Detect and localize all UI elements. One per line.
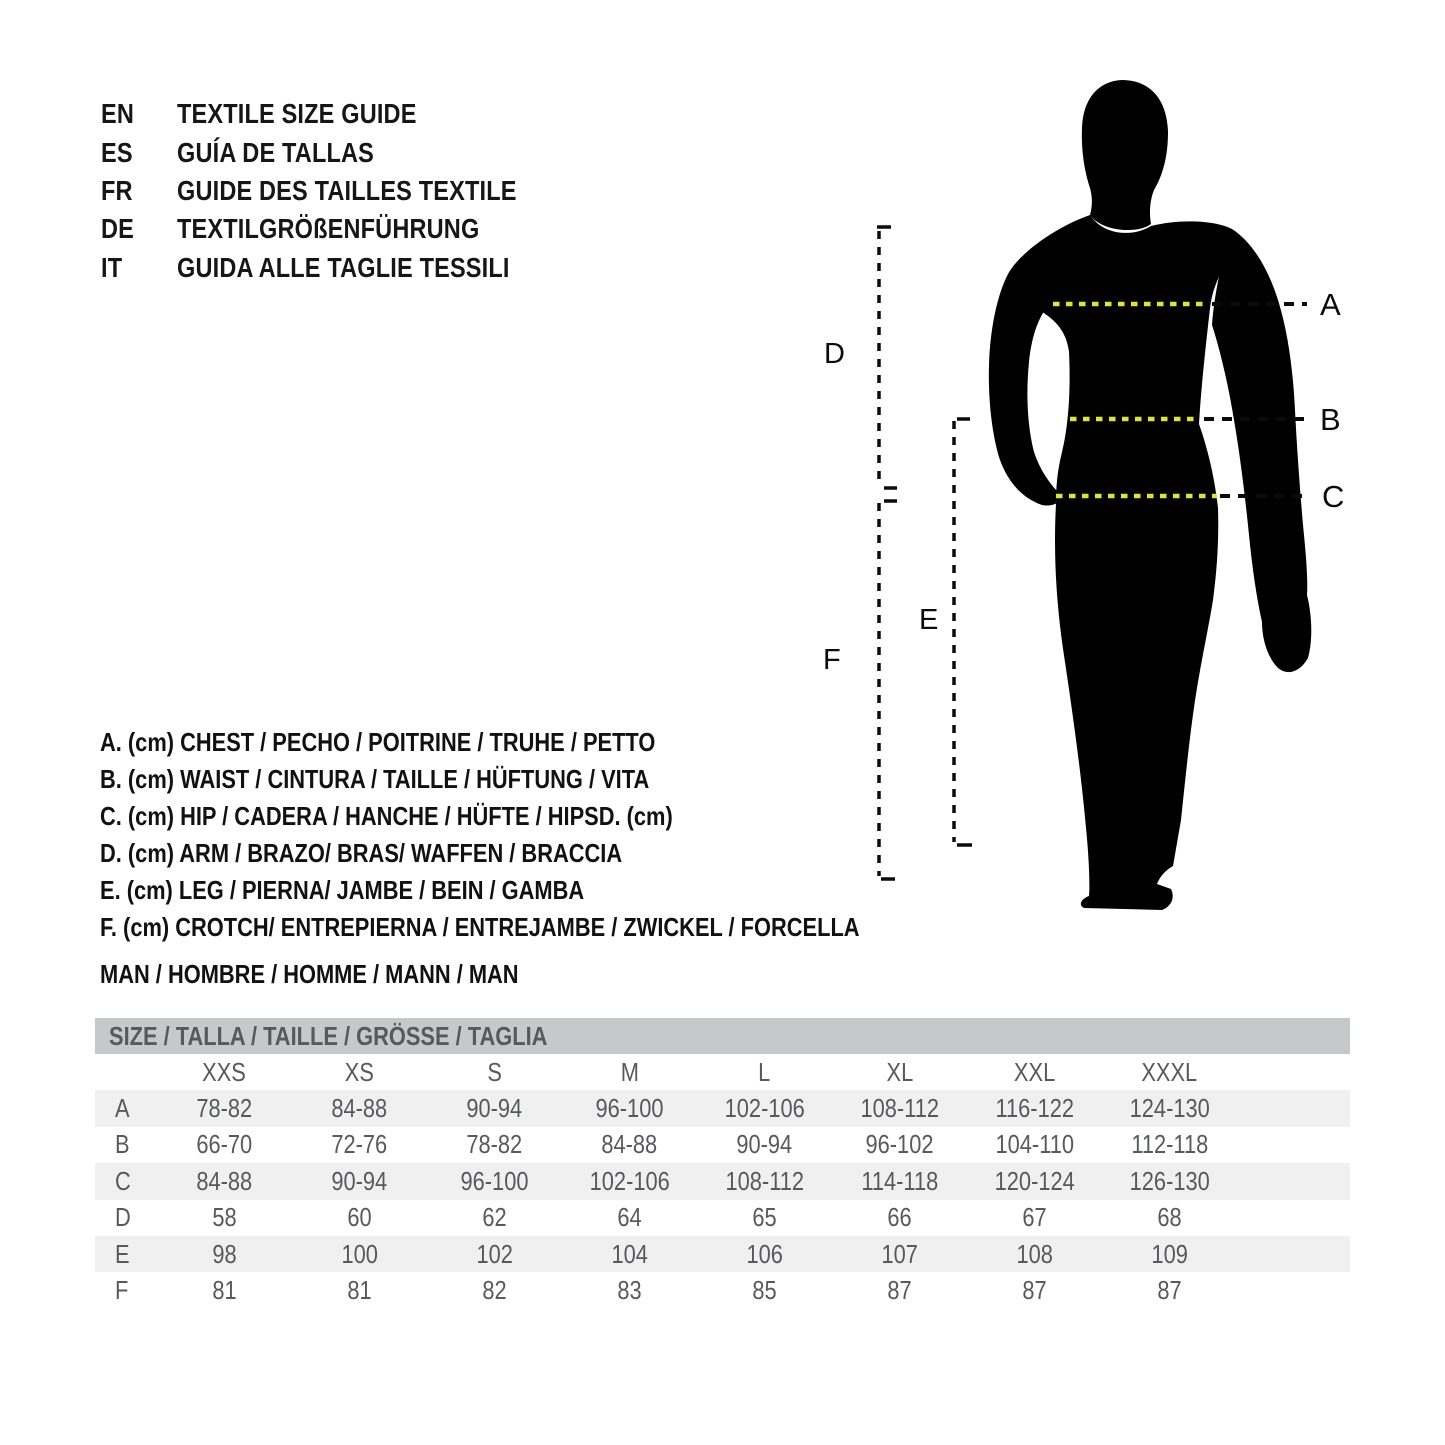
size-table-title-bar	[95, 1018, 1350, 1054]
man-silhouette-head	[1082, 80, 1168, 230]
row-label: B	[115, 1129, 130, 1160]
gender-heading: MAN / HOMBRE / HOMME / MANN / MAN	[100, 958, 519, 989]
table-row-chest: A 78-82 84-88 90-94 96-100 102-106 108-112 116-122 124-130	[95, 1090, 1350, 1126]
row-label: A	[115, 1093, 130, 1124]
column-header: M	[620, 1056, 639, 1087]
man-silhouette-body	[1008, 215, 1233, 910]
table-row-crotch: F 81 81 82 83 85 87 87 87	[95, 1272, 1350, 1308]
language-code: DE	[101, 213, 135, 245]
language-code: FR	[101, 174, 133, 206]
row-label: F	[115, 1275, 129, 1306]
language-code: EN	[101, 98, 135, 130]
size-table	[95, 1018, 1350, 1309]
column-header: L	[758, 1056, 771, 1087]
row-label: D	[115, 1202, 131, 1233]
column-header: XL	[886, 1056, 913, 1087]
size-header-row	[95, 1054, 1350, 1090]
table-row-leg: E 98 100 102 104 106 107 108 109	[95, 1236, 1350, 1272]
guide-title: TEXTILGRÖßENFÜHRUNG	[177, 213, 480, 245]
guide-title: GUÍA DE TALLAS	[177, 136, 375, 168]
hip-label: C	[1322, 479, 1345, 514]
column-header: XXL	[1013, 1056, 1056, 1087]
guide-title: TEXTILE SIZE GUIDE	[177, 98, 417, 130]
legend-row-waist: B. (cm) WAIST / CINTURA / TAILLE / HÜFTUNG / VITA	[100, 764, 650, 794]
table-row-hip: C 84-88 90-94 96-100 102-106 108-112 114-118 120-124 126-130	[95, 1163, 1350, 1199]
language-code: ES	[101, 136, 133, 168]
chest-label: A	[1320, 287, 1341, 322]
table-row-waist: B 66-70 72-76 78-82 84-88 90-94 96-102 104-110 112-118	[95, 1127, 1350, 1163]
column-header: XS	[344, 1056, 375, 1087]
legend-row-hip: C. (cm) HIP / CADERA / HANCHE / HÜFTE / HIPSD. (cm)	[100, 801, 673, 831]
legend-row-arm: D. (cm) ARM / BRAZO/ BRAS/ WAFFEN / BRACCIA	[100, 838, 623, 868]
size-table-title: SIZE / TALLA / TAILLE / GRÖSSE / TAGLIA	[109, 1020, 548, 1051]
language-code: IT	[101, 251, 123, 283]
column-header: S	[487, 1056, 502, 1087]
crotch-label: F	[823, 644, 841, 676]
guide-title: GUIDE DES TAILLES TEXTILE	[177, 174, 517, 206]
waist-label: B	[1320, 402, 1341, 437]
row-label: C	[115, 1165, 131, 1196]
man-silhouette-right-arm	[1212, 229, 1311, 672]
row-label: E	[115, 1238, 130, 1269]
arm-label: D	[824, 338, 845, 370]
leg-label: E	[919, 604, 939, 636]
measurement-legend	[100, 724, 1004, 946]
guide-title: GUIDA ALLE TAGLIE TESSILI	[177, 251, 510, 283]
column-header: XXXL	[1141, 1056, 1198, 1087]
legend-row-crotch: F. (cm) CROTCH/ ENTREPIERNA / ENTREJAMBE / ZWICKEL / FORCELLA	[100, 912, 860, 942]
legend-row-leg: E. (cm) LEG / PIERNA/ JAMBE / BEIN / GAMBA	[100, 875, 585, 905]
column-header: XXS	[202, 1056, 247, 1087]
legend-row-chest: A. (cm) CHEST / PECHO / POITRINE / TRUHE / PETTO	[100, 727, 656, 757]
table-row-arm: D 58 60 62 64 65 66 67 68	[95, 1200, 1350, 1236]
